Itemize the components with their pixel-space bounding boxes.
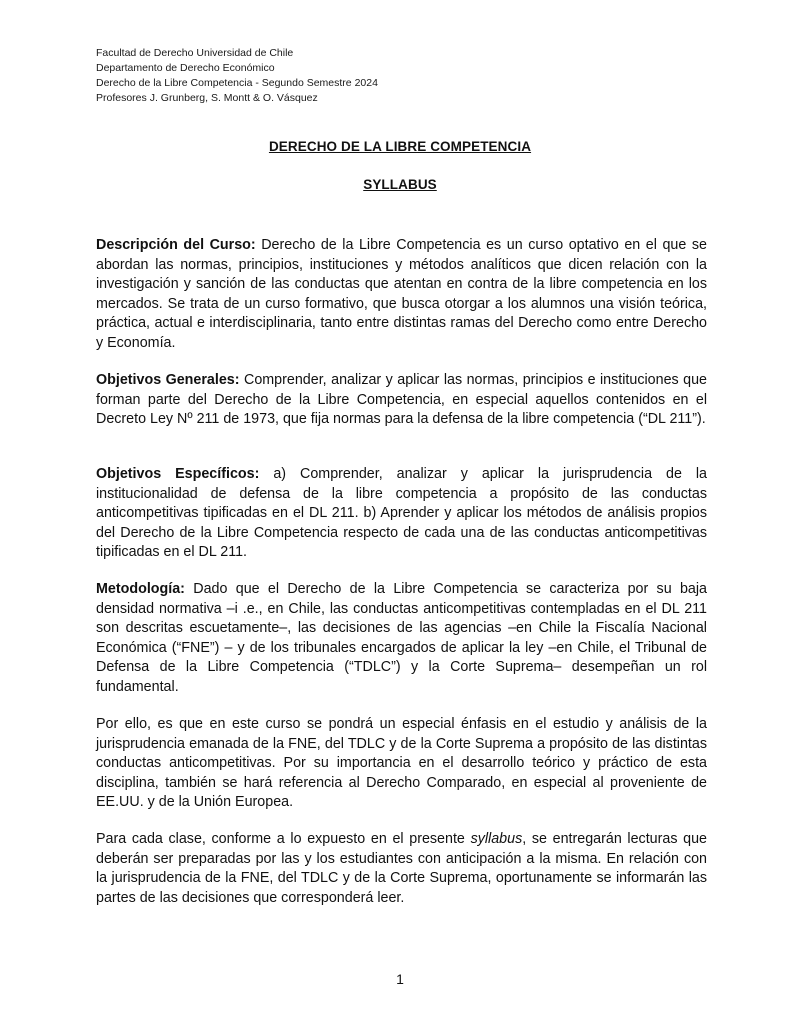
header-department: Departamento de Derecho Económico [96, 62, 275, 74]
section-objetivos-especificos [96, 465, 707, 563]
section-metodologia-label: Metodología: [96, 581, 185, 597]
section-metodologia [96, 580, 707, 698]
section-objetivos-generales-text: Comprender, analizar y aplicar las normas, principios e instituciones que forman parte del Derecho de la Libre Competencia, en especial aquellos contenidos en el Decreto Ley Nº 211 de 1973, que fija normas para la defensa de la libre competencia (“DL 211”). [96, 372, 707, 428]
section-metodologia-text: Dado que el Derecho de la Libre Competencia se caracteriza por su baja densidad normativa –i .e., en Chile, las conductas anticompetitivas contempladas en el DL 211 son descritas escuetamente–, las decisiones de las agencias –en Chile la Fiscalía Nacional Económica (“FNE”) – y de los tribunales encargados de aplicar la ley –en Chile, el Tribunal de Defensa de la Libre Competencia (“TDLC”) y la Corte Suprema– desempeñan un rol fundamental. [96, 581, 707, 695]
section-descripcion-text: Derecho de la Libre Competencia es un curso optativo en el que se abordan las normas, principios, instituciones y métodos analíticos que dicen relación con la investigación y sanción de las conductas que atentan en contra de la libre competencia en los mercados. Se trata de un curso formativo, que busca otorgar a los alumnos una visión teórica, práctica, actual e interdisciplinaria, tanto entre distintas ramas del Derecho como entre Derecho y Economía. [96, 237, 707, 351]
document-title: DERECHO DE LA LIBRE COMPETENCIA [268, 139, 532, 154]
syllabus-italic: syllabus [470, 831, 523, 847]
document-subtitle: SYLLABUS [363, 177, 437, 192]
header-professors: Profesores J. Grunberg, S. Montt & O. Vásquez [96, 92, 318, 104]
paragraph-para-cada-clase [96, 830, 707, 908]
section-descripcion-label: Descripción del Curso: [96, 237, 256, 253]
section-objetivos-especificos-text: a) Comprender, analizar y aplicar la jurisprudencia de la institucionalidad de defensa de la libre competencia a propósito de las conductas anticompetitivas tipificadas en el DL 211. b) Aprender y aplicar los métodos de análisis propios del Derecho de la Libre Competencia respecto de cada una de las conductas anticompetitivas tipificadas en el DL 211. [96, 466, 708, 561]
page-number: 1 [396, 971, 404, 987]
header-faculty: Facultad de Derecho Universidad de Chile [96, 47, 294, 59]
document-header [96, 46, 378, 106]
section-objetivos-especificos-label: Objetivos Específicos: [96, 466, 260, 482]
paragraph-por-ello: Por ello, es que en este curso se pondrá un especial énfasis en el estudio y análisis de la jurisprudencia emanada de la FNE, del TDLC y de la Corte Suprema a propósito de las distintas conductas anticompetitivas. Por su importancia en el desarrollo teórico y práctico de esta disciplina, también se hará referencia al Derecho Comparado, en especial al proveniente de EE.UU. y de la Unión Europea. [96, 716, 707, 811]
section-objetivos-generales [96, 371, 707, 430]
paragraph-para-cada-clase-end: , se entregarán lecturas que deberán ser preparadas por las y los estudiantes con anticipación a la misma. En relación con la jurisprudencia de la FNE, del TDLC y de la Corte Suprema, oportunamente se informarán las partes de las decisiones que corresponderá leer. [96, 831, 708, 906]
section-descripcion [96, 236, 707, 354]
paragraph-para-cada-clase-start: Para cada clase, conforme a lo expuesto en el presente [96, 831, 471, 847]
header-course: Derecho de la Libre Competencia - Segundo Semestre 2024 [96, 77, 378, 89]
section-objetivos-generales-label: Objetivos Generales: [96, 372, 240, 388]
